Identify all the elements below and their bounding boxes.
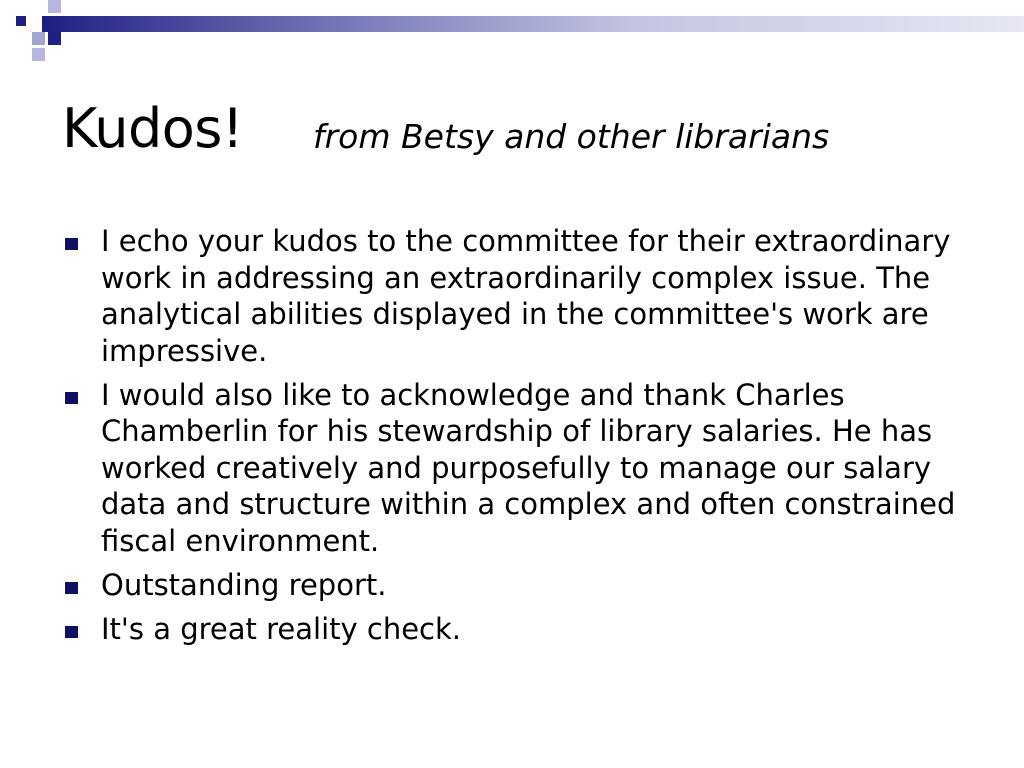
bullet-item bbox=[62, 611, 982, 648]
bullet-text: Outstanding report. bbox=[101, 567, 387, 602]
header-square-navy-top bbox=[16, 16, 26, 26]
square-bullet-icon bbox=[65, 392, 78, 404]
header-square-lavender-low bbox=[32, 48, 45, 61]
bullet-item bbox=[62, 223, 982, 369]
bullet-item bbox=[62, 567, 982, 604]
slide-title: Kudos! bbox=[62, 97, 244, 160]
header-square-lavender-top bbox=[48, 0, 61, 13]
header-square-navy-mid bbox=[48, 32, 61, 45]
bullet-text: I echo your kudos to the committee for their extraordinary work in addressing an extraordinarily complex issue. The analytical abilities displayed in the committee's work are impressive. bbox=[101, 224, 951, 368]
bullet-text: It's a great reality check. bbox=[101, 611, 461, 646]
header-decoration bbox=[0, 0, 1024, 64]
square-bullet-icon bbox=[65, 626, 78, 638]
bullet-list bbox=[62, 223, 982, 655]
slide-title-row bbox=[62, 96, 1002, 166]
header-square-white-gap bbox=[32, 16, 42, 26]
square-bullet-icon bbox=[65, 582, 78, 594]
header-square-lavender-mid bbox=[32, 32, 45, 45]
square-bullet-icon bbox=[65, 238, 78, 250]
header-gradient-bar bbox=[42, 16, 1024, 32]
bullet-item bbox=[62, 377, 982, 560]
slide-subtitle: from Betsy and other librarians bbox=[313, 117, 830, 156]
bullet-text: I would also like to acknowledge and thank Charles Chamberlin for his stewardship of library salaries. He has worked creatively and purposefully to manage our salary data and structure within a complex and often constrained fiscal environment. bbox=[101, 377, 956, 558]
